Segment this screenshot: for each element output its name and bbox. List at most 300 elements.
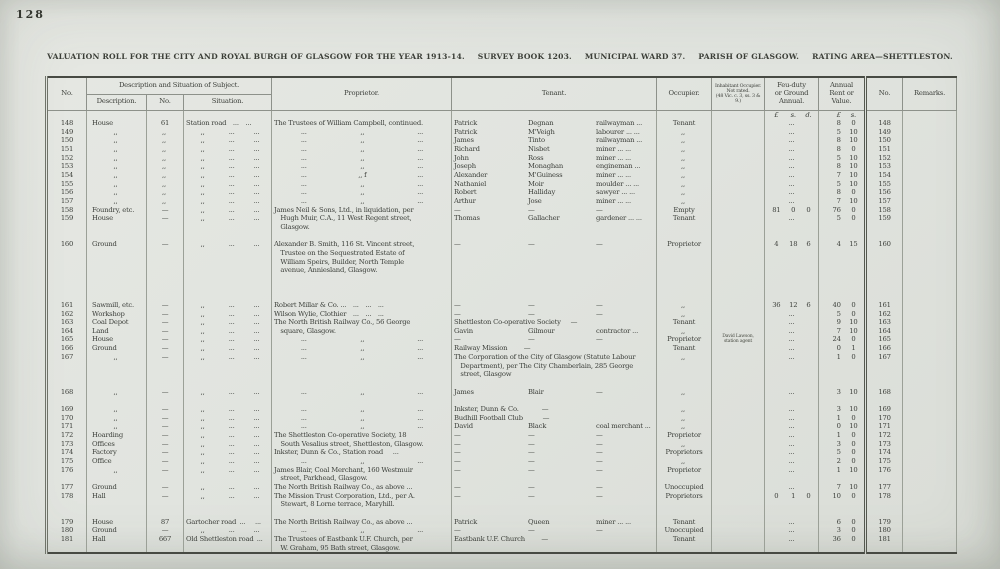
cell-remarks [903, 197, 957, 206]
cell-tenant [452, 110, 657, 119]
cell-feu-duty: ... [765, 136, 819, 145]
cell-no2: 166 [866, 344, 903, 353]
cell-segment: ... [417, 422, 424, 431]
cell-feu-duty: ... [765, 353, 819, 362]
cell-remarks [903, 128, 957, 137]
cell-no2: 149 [866, 128, 903, 137]
cell-feu-duty: ... [765, 145, 819, 154]
cell-description: ,, [87, 388, 147, 397]
cell-segments [274, 405, 449, 414]
cell-description [87, 232, 147, 241]
cell-remarks [903, 405, 957, 414]
cell-house-no [147, 396, 184, 405]
cell-segment: — [454, 526, 461, 535]
cell-segments [821, 162, 862, 171]
cell-segments [821, 405, 862, 414]
cell-no [47, 544, 87, 554]
cell-segments [274, 154, 449, 163]
cell-segment: — [454, 335, 461, 344]
cell-no2 [866, 258, 903, 267]
cell-feu-duty: ... [765, 526, 819, 535]
cell-segments [454, 162, 654, 171]
cell-description [87, 266, 147, 275]
cell-inhabitant-occupier [712, 362, 765, 371]
cell-segment: 0 [851, 491, 856, 500]
cell-segment: railwayman ... [596, 119, 643, 128]
cell-segment: 10 [849, 326, 858, 335]
cell-proprietor [272, 136, 452, 145]
header-inhabitant-occupier: Inhabitant Occupier. Not rated. (48 Vic. c. 3, ss. 3 & 9.) [712, 77, 765, 110]
cell-no2 [866, 223, 903, 232]
table-row [47, 232, 957, 241]
cell-situation [184, 370, 272, 379]
cell-situation [184, 526, 272, 535]
cell-segment: Halliday [528, 188, 556, 197]
cell-situation [184, 136, 272, 145]
cell-segments [454, 214, 654, 223]
table-row [47, 448, 957, 457]
cell-feu-duty: ... [765, 214, 819, 223]
cell-segment: ... [253, 179, 260, 188]
cell-inhabitant-occupier [712, 474, 765, 483]
cell-segments [186, 526, 269, 535]
cell-inhabitant-occupier [712, 258, 765, 267]
cell-segment: — [528, 431, 535, 440]
cell-segment: ,, [200, 344, 205, 353]
cell-situation [184, 544, 272, 554]
title-survey-book: SURVEY BOOK 1203. [477, 52, 572, 61]
cell-segment: ... [228, 318, 235, 327]
cell-segment: — [454, 456, 461, 465]
cell-feu-duty: ... [765, 188, 819, 197]
cell-remarks [903, 249, 957, 258]
cell-segment: 36 [832, 534, 841, 543]
cell-segment: 10 [849, 197, 858, 206]
cell-segments [274, 180, 449, 189]
cell-no2: 181 [866, 535, 903, 544]
header-no2: No. [866, 77, 903, 110]
cell-annual-rent [819, 466, 866, 475]
cell-feu-duty: ... [765, 327, 819, 336]
cell-no: 158 [47, 206, 87, 215]
cell-segment: ... [228, 413, 235, 422]
cell-segment: 10 [849, 162, 858, 171]
cell-tenant [452, 284, 657, 293]
cell-description [87, 370, 147, 379]
cell-segment: 10 [849, 387, 858, 396]
cell-feu-duty: ... [765, 180, 819, 189]
cell-occupier [657, 362, 712, 371]
cell-segment: engineman ... [596, 162, 641, 171]
cell-inhabitant-occupier [712, 266, 765, 275]
cell-segment: ... [253, 353, 260, 362]
cell-no2 [866, 232, 903, 241]
cell-situation [184, 353, 272, 362]
cell-segment: 2 [836, 456, 841, 465]
cell-annual-rent [819, 318, 866, 327]
cell-segments [454, 154, 654, 163]
cell-remarks [903, 353, 957, 362]
cell-occupier: ,, [657, 171, 712, 180]
cell-inhabitant-occupier [712, 422, 765, 431]
cell-segments [186, 162, 269, 171]
cell-segment: Richard [454, 145, 480, 154]
table-row [47, 162, 957, 171]
cell-segments [186, 492, 269, 501]
cell-segment: 0 [791, 205, 796, 214]
table-row [47, 292, 957, 301]
cell-remarks [903, 318, 957, 327]
cell-no [47, 509, 87, 518]
cell-annual-rent [819, 440, 866, 449]
cell-segment: 0 [851, 534, 856, 543]
cell-segment: M'Guiness [528, 171, 563, 180]
table-row [47, 223, 957, 232]
table-row [47, 483, 957, 492]
cell-remarks [903, 214, 957, 223]
cell-segment: 5 [836, 309, 841, 318]
cell-segment: ,, [360, 153, 365, 162]
cell-remarks [903, 457, 957, 466]
cell-segment: ... [300, 127, 307, 136]
cell-segments [821, 440, 862, 449]
cell-no: 159 [47, 214, 87, 223]
cell-segment: Alexander [454, 171, 488, 180]
cell-inhabitant-occupier [712, 249, 765, 258]
table-row [47, 266, 957, 275]
cell-tenant [452, 474, 657, 483]
cell-segment: ... [253, 456, 260, 465]
cell-segment: 40 [832, 300, 841, 309]
cell-segments [186, 154, 269, 163]
table-row [47, 509, 957, 518]
cell-feu-duty [765, 370, 819, 379]
cell-segment: ,, f [358, 171, 367, 180]
cell-house-no: — [147, 344, 184, 353]
cell-segment: 6 [806, 240, 811, 249]
cell-segments [821, 327, 862, 336]
cell-occupier: Tenant [657, 214, 712, 223]
cell-segments [821, 518, 862, 527]
cell-proprietor: Inkster, Dunn & Co., Station road ... [272, 448, 452, 457]
cell-segment: ,, [360, 353, 365, 362]
cell-segment: ... [417, 188, 424, 197]
cell-description: House [87, 214, 147, 223]
cell-description [87, 474, 147, 483]
cell-remarks [903, 483, 957, 492]
cell-no2: 157 [866, 197, 903, 206]
cell-situation [184, 388, 272, 397]
cell-segment: — [454, 309, 461, 318]
cell-segment: ... [253, 145, 260, 154]
cell-occupier: ,, [657, 301, 712, 310]
cell-segments [454, 483, 654, 492]
cell-segment: ... [228, 240, 235, 249]
cell-tenant [452, 335, 657, 344]
cell-inhabitant-occupier [712, 509, 765, 518]
cell-occupier [657, 284, 712, 293]
cell-segment: ... [228, 188, 235, 197]
cell-segments [186, 171, 269, 180]
table-row [47, 110, 957, 119]
cell-segments [454, 431, 654, 440]
cell-inhabitant-occupier [712, 206, 765, 215]
cell-situation [184, 214, 272, 223]
cell-description: Foundry, etc. [87, 206, 147, 215]
cell-situation: Old Shettleston road ... [184, 535, 272, 544]
table-row [47, 500, 957, 509]
cell-tenant [452, 206, 657, 215]
cell-annual-rent [819, 266, 866, 275]
cell-inhabitant-occupier [712, 180, 765, 189]
cell-house-no: ,, [147, 171, 184, 180]
cell-house-no: — [147, 353, 184, 362]
cell-segment: ... [417, 162, 424, 171]
cell-no2 [866, 396, 903, 405]
cell-no: 154 [47, 171, 87, 180]
cell-segment: — [596, 240, 603, 249]
cell-situation [184, 301, 272, 310]
cell-segment: — [596, 431, 603, 440]
cell-segments [274, 388, 449, 397]
cell-occupier: ,, [657, 414, 712, 423]
cell-situation [184, 110, 272, 119]
cell-description [87, 379, 147, 388]
cell-description: ,, [87, 145, 147, 154]
cell-description [87, 544, 147, 554]
cell-occupier: Unoccupied [657, 526, 712, 535]
cell-occupier [657, 258, 712, 267]
cell-annual-rent [819, 214, 866, 223]
cell-situation [184, 162, 272, 171]
cell-proprietor: Robert Millar & Co. ... ... ... ... [272, 301, 452, 310]
cell-tenant [452, 422, 657, 431]
cell-segment: ... [253, 153, 260, 162]
cell-feu-duty: ... [765, 171, 819, 180]
cell-feu-duty [765, 492, 819, 501]
cell-segments [186, 466, 269, 475]
cell-segment: 7 [836, 171, 841, 180]
cell-segment: — [596, 309, 603, 318]
cell-segment: 0 [851, 119, 856, 128]
cell-house-no: — [147, 526, 184, 535]
cell-no2: 165 [866, 335, 903, 344]
cell-segments [186, 310, 269, 319]
cell-tenant: Eastbank U.F. Church — [452, 535, 657, 544]
cell-house-no [147, 500, 184, 509]
cell-description: ,, [87, 128, 147, 137]
cell-segment: — [528, 300, 535, 309]
cell-segment: ... [300, 526, 307, 535]
cell-annual-rent [819, 431, 866, 440]
cell-proprietor [272, 171, 452, 180]
cell-segment: ... [253, 300, 260, 309]
cell-segments [454, 518, 654, 527]
cell-segments [821, 466, 862, 475]
cell-segment: ... [228, 491, 235, 500]
cell-remarks [903, 500, 957, 509]
cell-segment: 76 [832, 205, 841, 214]
table-row [47, 344, 957, 353]
cell-segment: 1 [836, 431, 841, 440]
cell-no: 173 [47, 440, 87, 449]
cell-proprietor: avenue, Anniesland, Glasgow. [272, 266, 452, 275]
cell-house-no: — [147, 240, 184, 249]
cell-annual-rent [819, 457, 866, 466]
cell-segment: ... [417, 405, 424, 414]
table-row [47, 206, 957, 215]
cell-segment: — [596, 439, 603, 448]
cell-feu-duty: ... [765, 535, 819, 544]
cell-proprietor [272, 362, 452, 371]
cell-segment: — [528, 439, 535, 448]
cell-house-no: — [147, 492, 184, 501]
cell-segment: £ [836, 110, 841, 119]
cell-segment: 10 [849, 127, 858, 136]
cell-feu-duty [765, 223, 819, 232]
cell-description: House [87, 119, 147, 128]
table-row [47, 544, 957, 554]
cell-house-no [147, 379, 184, 388]
cell-proprietor [272, 344, 452, 353]
cell-segment: 0 [851, 188, 856, 197]
cell-feu-duty: ... [765, 483, 819, 492]
cell-situation [184, 457, 272, 466]
cell-situation [184, 396, 272, 405]
cell-house-no: ,, [147, 145, 184, 154]
cell-remarks [903, 154, 957, 163]
cell-annual-rent [819, 448, 866, 457]
cell-occupier: ,, [657, 353, 712, 362]
cell-proprietor: South Vesalius street, Shettleston, Glasgow. [272, 440, 452, 449]
cell-inhabitant-occupier [712, 284, 765, 293]
cell-proprietor: The Shettleston Co-operative Society, 18 [272, 431, 452, 440]
cell-segment: — [454, 300, 461, 309]
cell-segments [454, 335, 654, 344]
cell-inhabitant-occupier: David Lawson, station agent [712, 335, 765, 344]
cell-situation [184, 249, 272, 258]
cell-no2: 170 [866, 414, 903, 423]
cell-feu-duty: ... [765, 457, 819, 466]
cell-segment: — [596, 526, 603, 535]
cell-segment: ... [228, 353, 235, 362]
cell-tenant [452, 509, 657, 518]
cell-description: Hall [87, 535, 147, 544]
cell-inhabitant-occupier [712, 448, 765, 457]
cell-remarks [903, 344, 957, 353]
cell-occupier: Tenant [657, 518, 712, 527]
cell-situation [184, 284, 272, 293]
cell-annual-rent [819, 544, 866, 554]
cell-no2 [866, 266, 903, 275]
cell-tenant [452, 492, 657, 501]
cell-feu-duty: ... [765, 448, 819, 457]
cell-house-no [147, 362, 184, 371]
cell-annual-rent [819, 405, 866, 414]
table-row [47, 318, 957, 327]
cell-inhabitant-occupier [712, 414, 765, 423]
cell-segments [186, 344, 269, 353]
cell-tenant [452, 275, 657, 284]
cell-segment: ... [228, 179, 235, 188]
cell-segment: ... [300, 179, 307, 188]
cell-segment: ,, [200, 300, 205, 309]
cell-segment: 0 [851, 335, 856, 344]
cell-no: 175 [47, 457, 87, 466]
cell-occupier [657, 500, 712, 509]
cell-segments [454, 128, 654, 137]
cell-segments [186, 128, 269, 137]
cell-no2: 158 [866, 206, 903, 215]
cell-segments [454, 171, 654, 180]
cell-segment: 5 [836, 214, 841, 223]
cell-segments [767, 206, 816, 215]
cell-house-no: ,, [147, 180, 184, 189]
cell-no2 [866, 509, 903, 518]
cell-inhabitant-occupier [712, 457, 765, 466]
cell-segment: ,, [200, 482, 205, 491]
cell-proprietor: The North British Railway Co., 56 George [272, 318, 452, 327]
cell-no: 172 [47, 431, 87, 440]
cell-segment: ... [253, 127, 260, 136]
cell-segment: ... [300, 197, 307, 206]
cell-segment: ... [253, 482, 260, 491]
cell-no [47, 258, 87, 267]
cell-no2: 156 [866, 188, 903, 197]
cell-segment: — [528, 335, 535, 344]
valuation-table [45, 76, 957, 554]
cell-segment: ... [253, 326, 260, 335]
cell-occupier: ,, [657, 128, 712, 137]
cell-situation [184, 154, 272, 163]
cell-annual-rent [819, 535, 866, 544]
cell-no2: 172 [866, 431, 903, 440]
cell-segment: ... [253, 188, 260, 197]
cell-segment: miner ... ... [596, 517, 631, 526]
page-number: 128 [16, 8, 45, 21]
cell-tenant: Inkster, Dunn & Co. — [452, 405, 657, 414]
cell-annual-rent [819, 335, 866, 344]
cell-segment: ... [300, 387, 307, 396]
cell-segment: ... [300, 405, 307, 414]
cell-occupier [657, 379, 712, 388]
cell-inhabitant-occupier [712, 544, 765, 554]
table-row [47, 240, 957, 249]
cell-feu-duty: ... [765, 431, 819, 440]
cell-tenant [452, 240, 657, 249]
cell-annual-rent [819, 240, 866, 249]
cell-house-no [147, 258, 184, 267]
cell-segments [821, 171, 862, 180]
cell-inhabitant-occupier [712, 492, 765, 501]
cell-segments [821, 188, 862, 197]
cell-house-no: — [147, 327, 184, 336]
cell-annual-rent [819, 396, 866, 405]
cell-occupier: Proprietor [657, 466, 712, 475]
cell-no2: 176 [866, 466, 903, 475]
cell-remarks [903, 492, 957, 501]
cell-segment: ... [228, 422, 235, 431]
cell-segments [186, 448, 269, 457]
cell-segment: ... [300, 344, 307, 353]
table-row [47, 492, 957, 501]
cell-remarks [903, 362, 957, 371]
cell-segment: — [528, 491, 535, 500]
cell-no: 181 [47, 535, 87, 544]
cell-segment: ,, [200, 188, 205, 197]
cell-segment: ... [253, 431, 260, 440]
cell-proprietor [272, 379, 452, 388]
